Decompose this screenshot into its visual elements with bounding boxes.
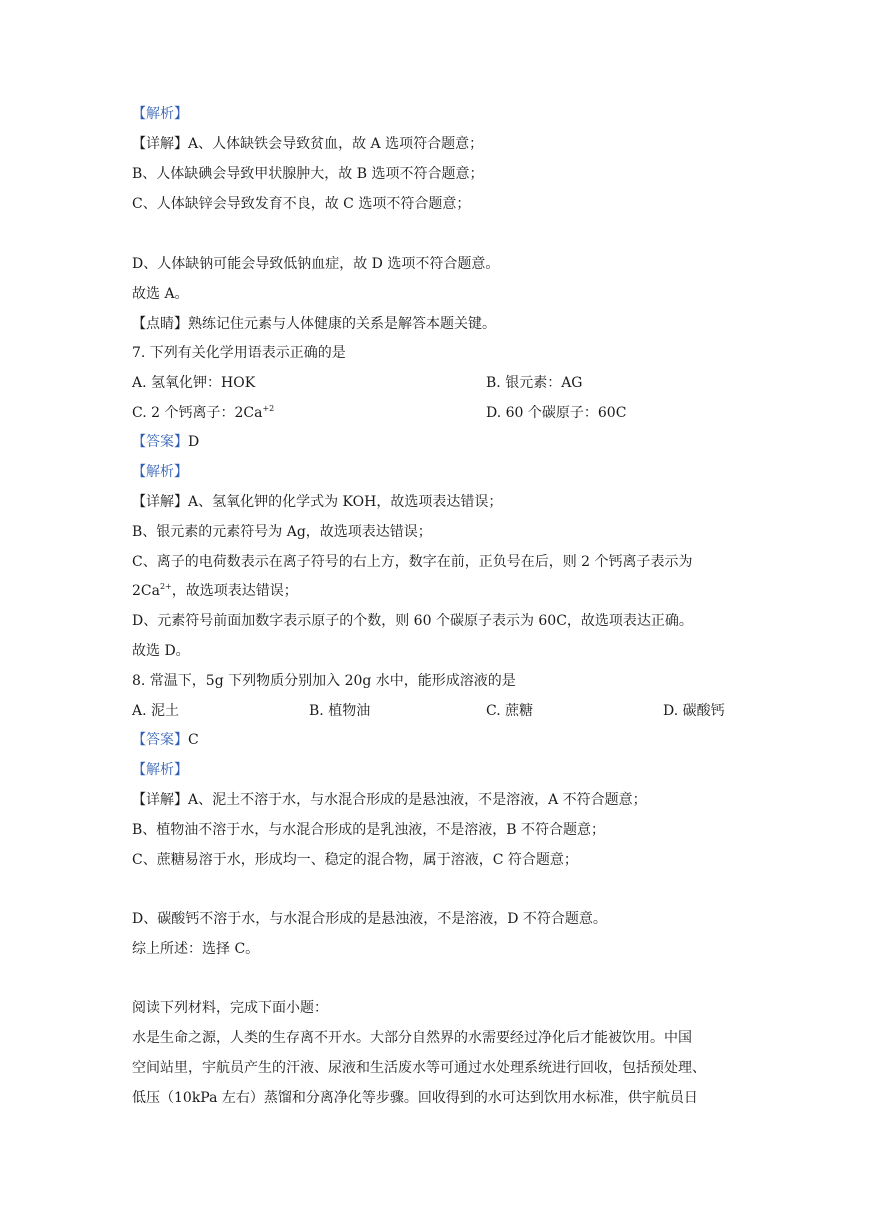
detail-line <box>132 492 502 512</box>
option-a: A. 氢氧化钾：HOK <box>132 375 256 391</box>
analysis-tag: 【解析】 <box>132 762 188 778</box>
answer-tag: 【答案】 <box>132 434 188 450</box>
detail-line: C、蔗糖易溶于水，形成均一、稳定的混合物，属于溶液，C 符合题意； <box>132 852 578 868</box>
tip-line <box>132 314 496 334</box>
choose-line: 故选 D。 <box>132 643 190 659</box>
reading-paragraph-line: 空间站里，宇航员产生的汗液、尿液和生活废水等可通过水处理系统进行回收，包括预处理、 <box>132 1060 706 1076</box>
detail-line: D、人体缺钠可能会导致低钠血症，故 D 选项不符合题意。 <box>132 256 500 272</box>
detail-line: B、植物油不溶于水，与水混合形成的是乳浊液，不是溶液，B 不符合题意； <box>132 822 606 838</box>
detail-line <box>132 581 298 601</box>
detail-line <box>132 790 647 810</box>
option-a: A. 泥土 <box>132 703 180 719</box>
detail-text: ，故选项表达错误； <box>171 583 298 599</box>
analysis-tag: 【解析】 <box>132 464 188 480</box>
answer-tag: 【答案】 <box>132 732 188 748</box>
ion-formula: 2Ca <box>132 583 160 599</box>
option-c-charge: +2 <box>262 404 275 413</box>
detail-line <box>132 134 483 154</box>
question-8: 8. 常温下，5g 下列物质分别加入 20g 水中，能形成溶液的是 <box>132 673 516 689</box>
detail-line: B、人体缺碘会导致甲状腺肿大，故 B 选项不符合题意； <box>132 166 484 182</box>
detail-line: C、人体缺锌会导致发育不良，故 C 选项不符合题意； <box>132 196 471 212</box>
option-b: B. 植物油 <box>309 703 371 719</box>
detail-text: A、人体缺铁会导致贫血，故 A 选项符合题意； <box>188 136 484 152</box>
reading-intro: 阅读下列材料，完成下面小题： <box>132 1000 328 1016</box>
choose-line: 故选 A。 <box>132 286 189 302</box>
answer-value: C <box>188 732 199 748</box>
option-d: D. 碳酸钙 <box>663 703 725 719</box>
answer-line <box>132 730 199 750</box>
reading-paragraph-line: 水是生命之源，人类的生存离不开水。大部分自然界的水需要经过净化后才能被饮用。中国 <box>132 1030 692 1046</box>
detail-line: D、元素符号前面加数字表示原子的个数，则 60 个碳原子表示为 60C，故选项表达正确。 <box>132 613 693 629</box>
option-b: B. 银元素：AG <box>486 375 583 391</box>
question-7: 7. 下列有关化学用语表示正确的是 <box>132 345 346 361</box>
tip-text: 熟练记住元素与人体健康的关系是解答本题关键。 <box>188 316 496 332</box>
detail-tag: 【详解】 <box>132 792 188 808</box>
option-c: C. 蔗糖 <box>486 703 534 719</box>
detail-text: A、氢氧化钾的化学式为 KOH，故选项表达错误； <box>188 494 503 510</box>
ion-charge: 2+ <box>159 582 172 591</box>
detail-line: D、碳酸钙不溶于水，与水混合形成的是悬浊液，不是溶液，D 不符合题意。 <box>132 911 607 927</box>
detail-tag: 【详解】 <box>132 136 188 152</box>
option-c-text: C. 2 个钙离子：2Ca <box>132 405 263 421</box>
answer-value: D <box>188 434 200 450</box>
analysis-tag: 【解析】 <box>132 106 188 122</box>
detail-text: A、泥土不溶于水，与水混合形成的是悬浊液，不是溶液，A 不符合题意； <box>188 792 647 808</box>
detail-line: B、银元素的元素符号为 Ag，故选项表达错误； <box>132 524 432 540</box>
option-d: D. 60 个碳原子：60C <box>486 405 627 421</box>
reading-paragraph-line: 低压（10kPa 左右）蒸馏和分离净化等步骤。回收得到的水可达到饮用水标准，供宇航员日 <box>132 1090 698 1106</box>
detail-tag: 【详解】 <box>132 494 188 510</box>
summary-line: 综上所述：选择 C。 <box>132 941 260 957</box>
detail-line: C、离子的电荷数表示在离子符号的右上方，数字在前，正负号在后，则 2 个钙离子表示为 <box>132 554 693 570</box>
tip-tag: 【点睛】 <box>132 316 188 332</box>
option-c <box>132 403 274 423</box>
answer-line <box>132 432 199 452</box>
